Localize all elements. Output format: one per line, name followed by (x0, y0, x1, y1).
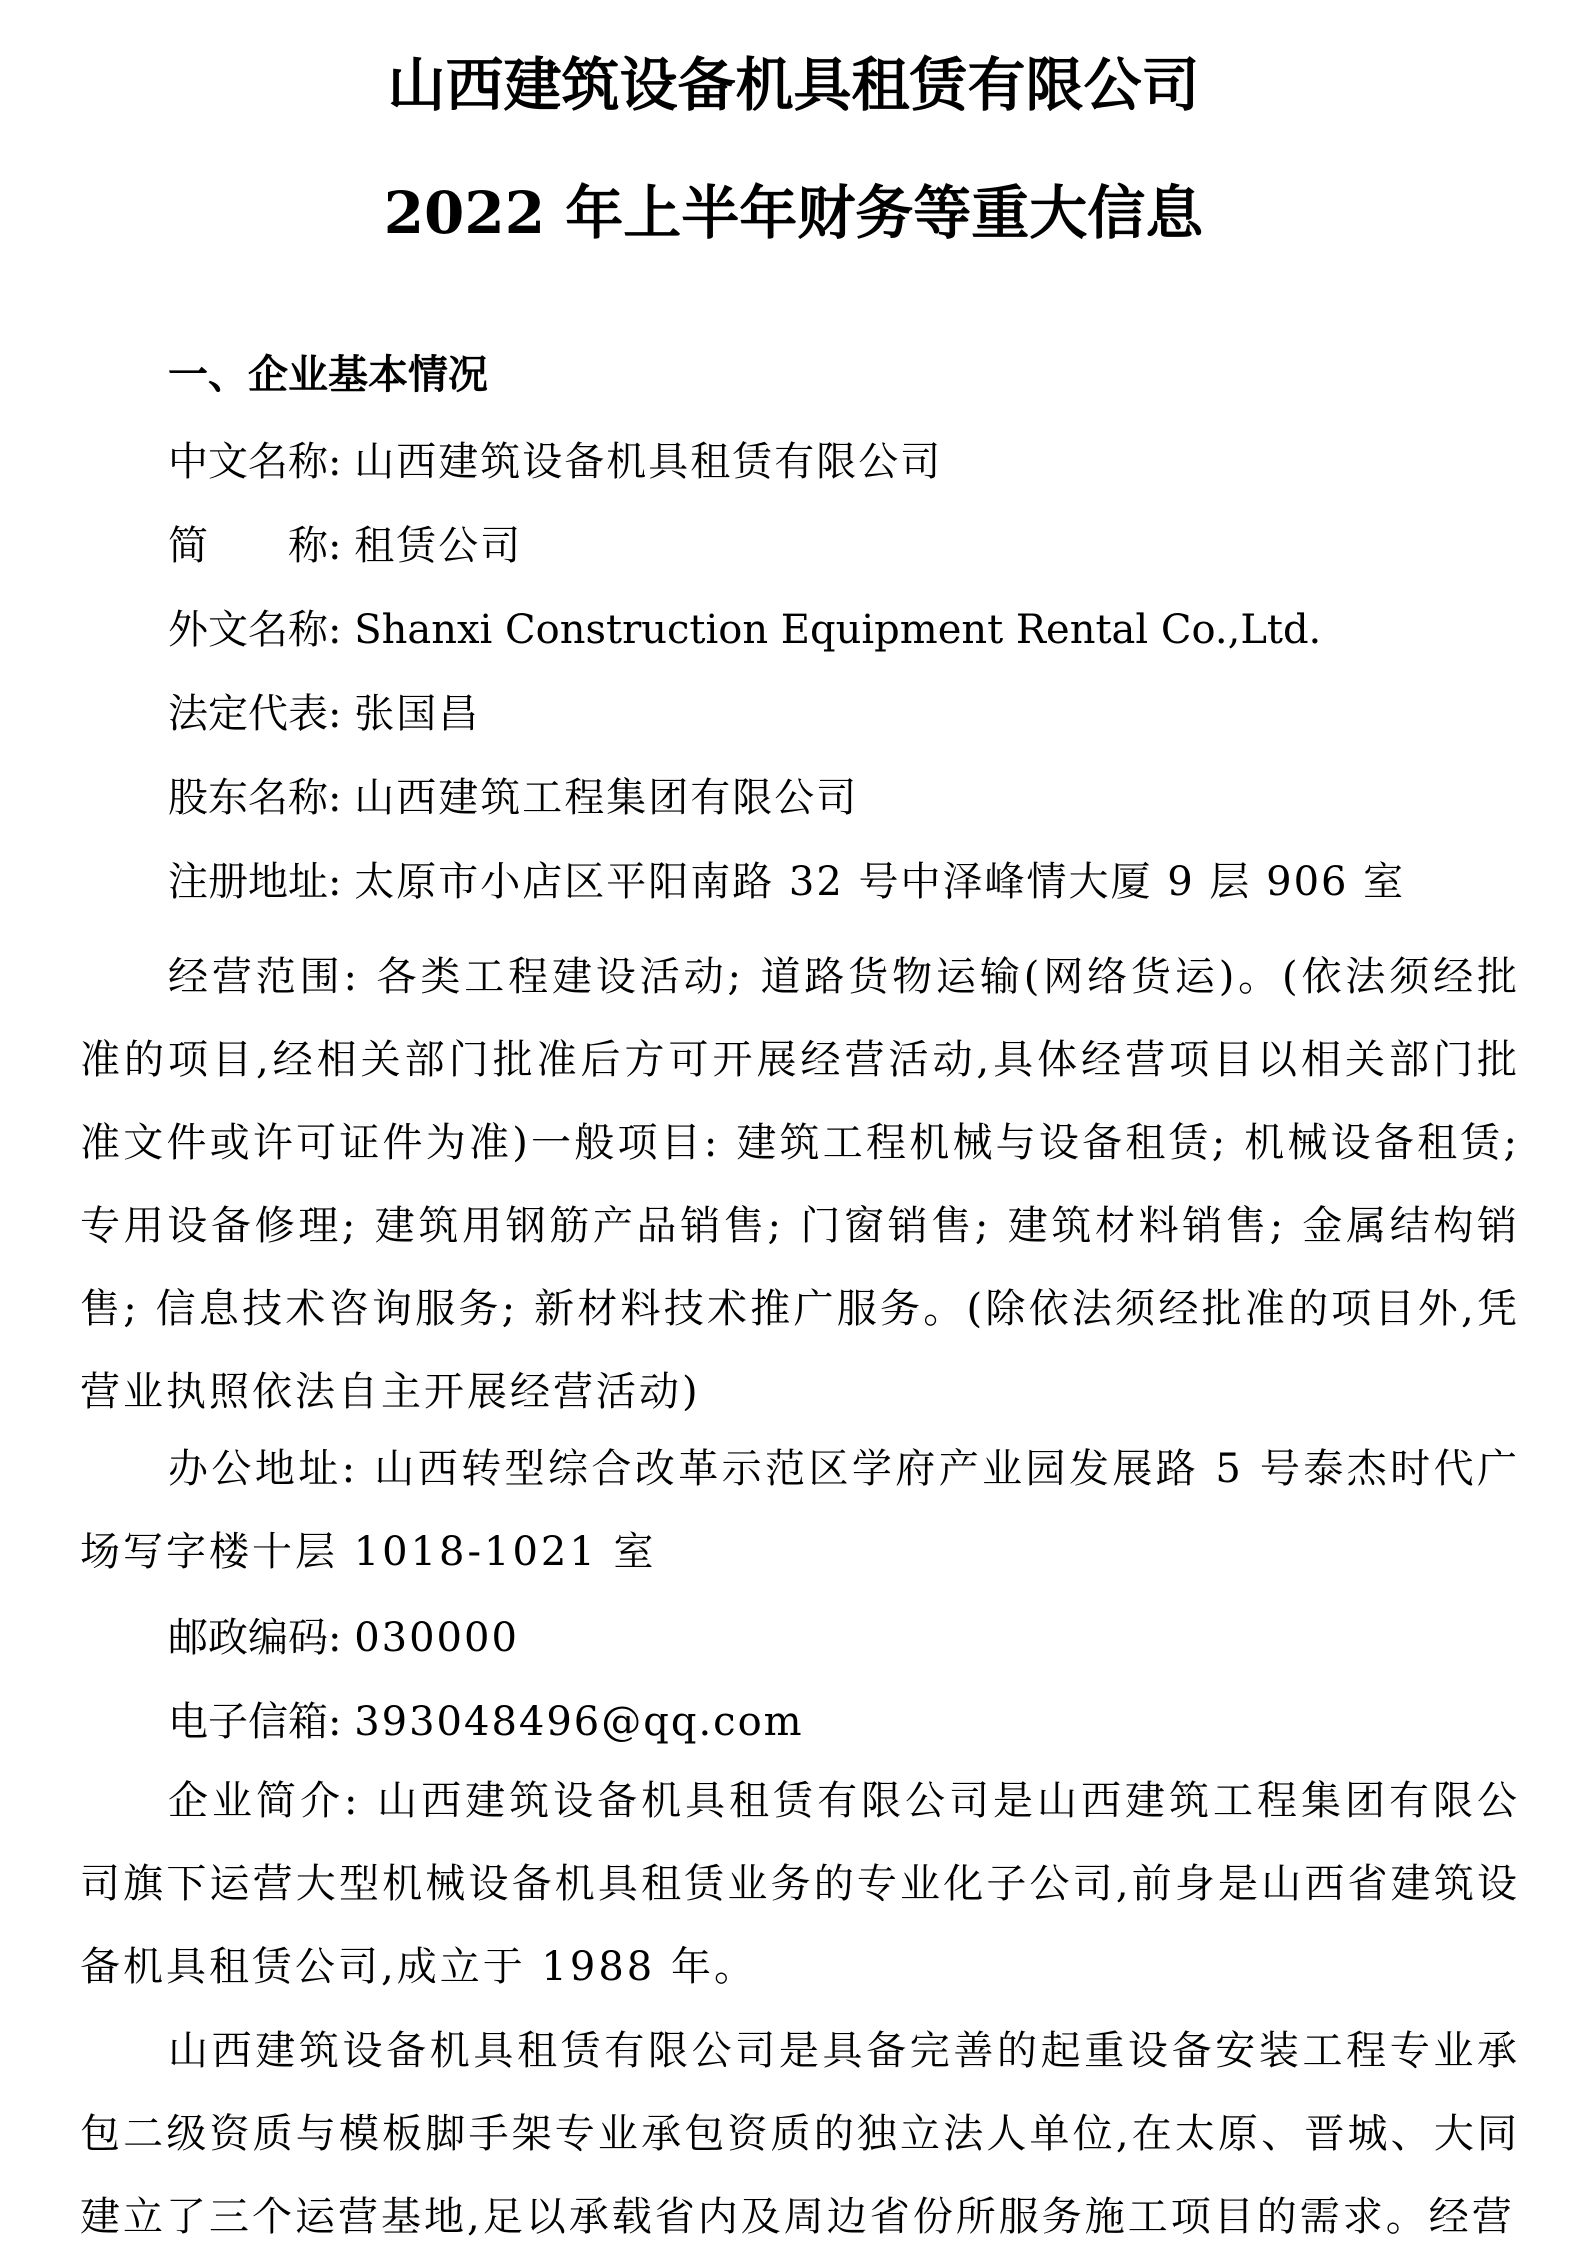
field-value: 张国昌 (354, 691, 481, 737)
field-label: 邮政编码: (168, 1615, 342, 1661)
field-label: 注册地址: (168, 859, 342, 905)
field-value: 山西建筑设备机具租赁有限公司 (354, 439, 943, 485)
field-short-name (168, 516, 522, 576)
field-value: 030000 (354, 1615, 519, 1661)
field-english-name (168, 600, 1321, 660)
company-intro-paragraph: 企业简介: 山西建筑设备机具租赁有限公司是山西建筑工程集团有限公司旗下运营大型机械设备机具租赁业务的专业化子公司,前身是山西省建筑设备机具租赁公司,成立于 1988 年。 (80, 1778, 1520, 1990)
field-label: 法定代表: (168, 691, 342, 737)
field-label: 中文名称: (168, 439, 342, 485)
qualification-paragraph: 山西建筑设备机具租赁有限公司是具备完善的起重设备安装工程专业承包二级资质与模板脚手架专业承包资质的独立法人单位,在太原、晋城、大同建立了三个运营基地,足以承载省内及周边省份所服务施工项目的需求。经营 (80, 2028, 1520, 2240)
field-email (168, 1692, 804, 1752)
field-registered-address (168, 852, 1405, 912)
field-value: Shanxi Construction Equipment Rental Co.,Ltd. (354, 607, 1322, 653)
field-value: 租赁公司 (354, 523, 523, 569)
office-address-paragraph: 办公地址: 山西转型综合改革示范区学府产业园发展路 5 号泰杰时代广场写字楼十层 1018-1021 室 (80, 1446, 1520, 1575)
field-label: 股东名称: (168, 775, 342, 821)
field-postal-code (168, 1608, 519, 1668)
field-value: 393048496@qq.com (354, 1699, 804, 1745)
field-legal-rep (168, 684, 480, 744)
field-shareholder (168, 768, 858, 828)
field-label: 电子信箱: (168, 1699, 342, 1745)
section-heading-basic-info: 一、企业基本情况 (168, 351, 488, 398)
business-scope-paragraph: 经营范围: 各类工程建设活动; 道路货物运输(网络货运)。(依法须经批准的项目,经相关部门批准后方可开展经营活动,具体经营项目以相关部门批准文件或许可证件为准)一般项目: 建筑工程机械与设备租赁; 机械设备租赁; 专用设备修理; 建筑用钢筋产品销售; 门窗销售; 建筑材料销售; 金属结构销售; 信息技术咨询服务; 新材料技术推广服务。(除依法须经批准的项目外,凭营业执照依法自主开展经营活动) (80, 954, 1520, 1415)
field-value: 山西建筑工程集团有限公司 (354, 775, 859, 821)
field-label: 简 称: (168, 523, 342, 569)
field-chinese-name (168, 432, 942, 492)
document-title-company: 山西建筑设备机具租赁有限公司 (387, 51, 1200, 119)
field-value: 太原市小店区平阳南路 32 号中泽峰情大厦 9 层 906 室 (354, 859, 1406, 905)
field-label: 外文名称: (168, 607, 342, 653)
document-title-report: 2022 年上半年财务等重大信息 (383, 179, 1204, 247)
